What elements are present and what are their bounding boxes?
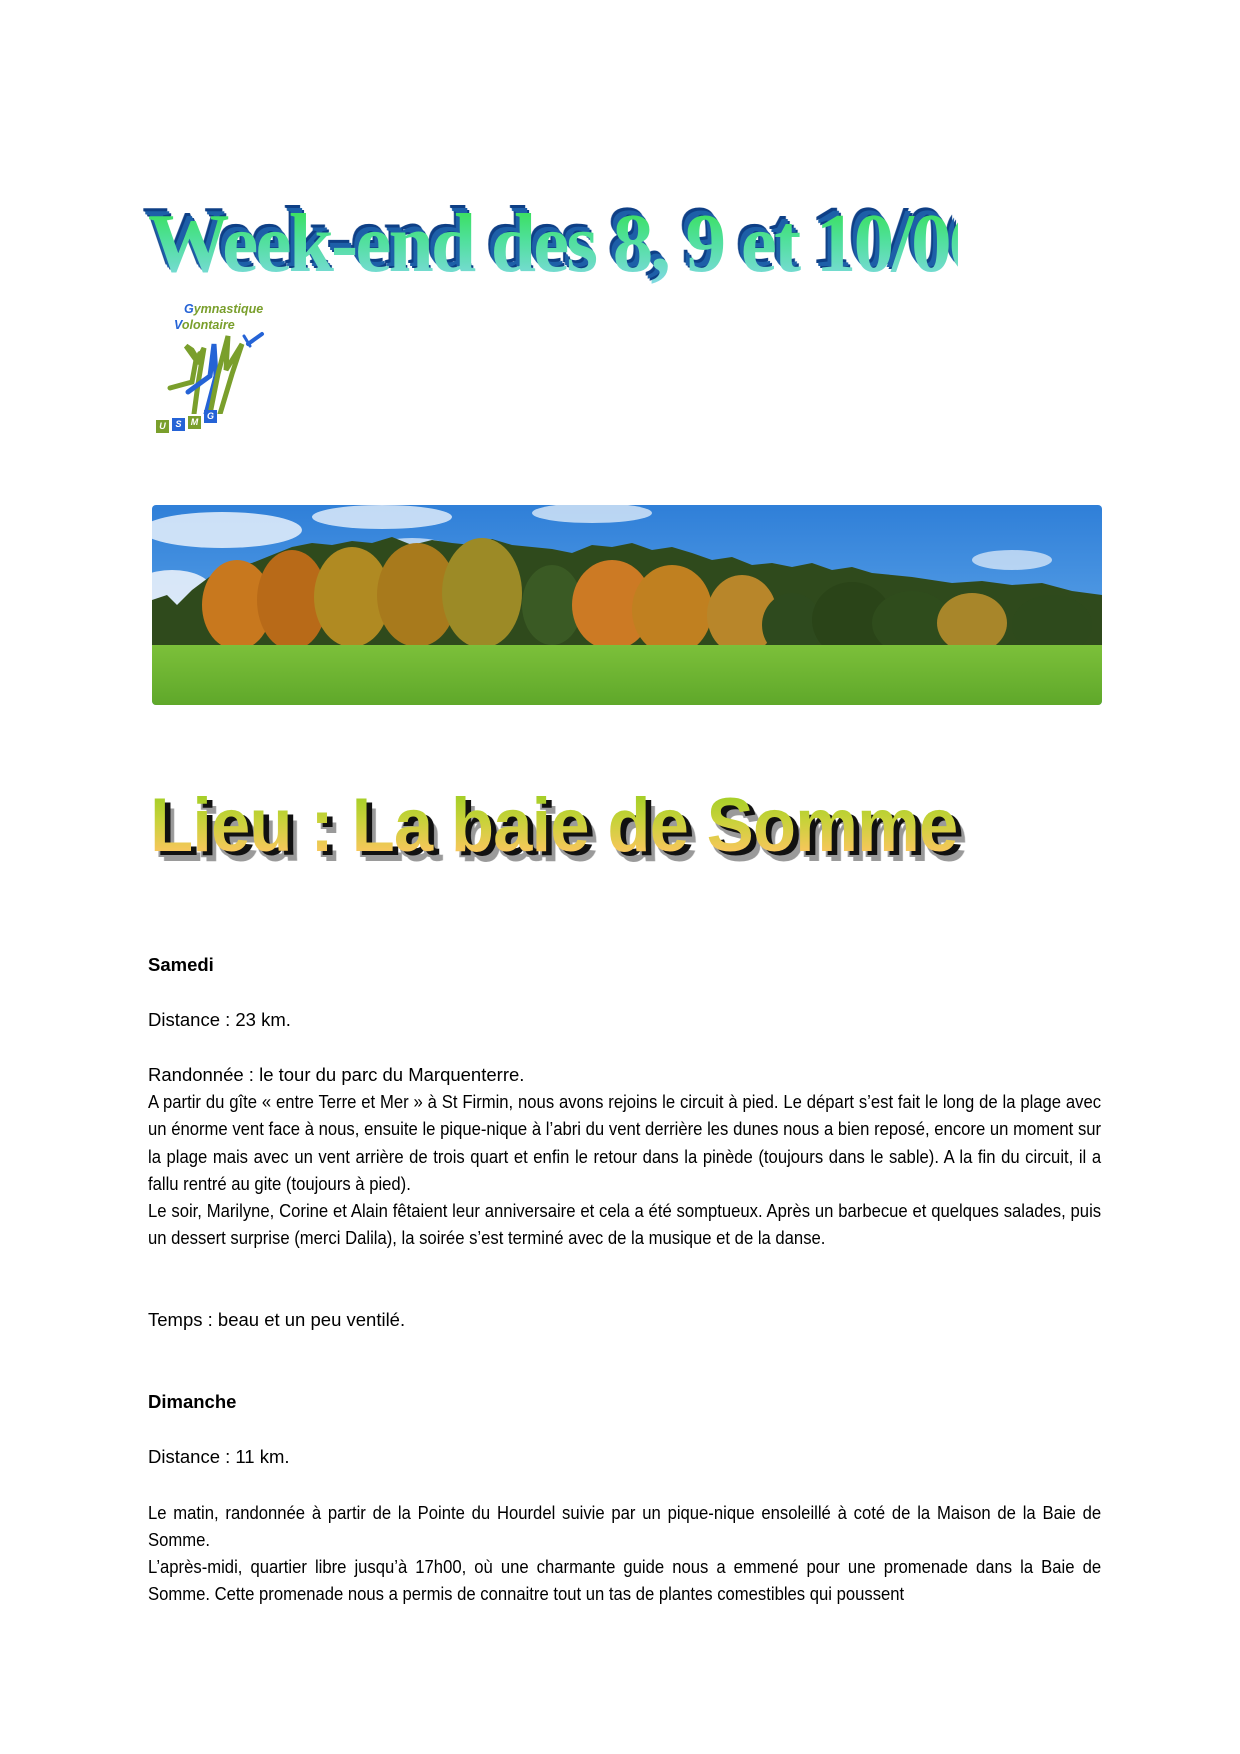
dimanche-paragraph-2 xyxy=(148,1553,1101,1608)
landscape-image xyxy=(152,505,1102,705)
logo-badge: G xyxy=(204,410,217,423)
page-title: Week-end des 8, 9 et 10/06/2019 xyxy=(148,197,1158,290)
dimanche-paragraph-1 xyxy=(148,1499,1101,1554)
logo-badge: U xyxy=(156,420,169,433)
samedi-paragraph-1 xyxy=(148,1088,1101,1197)
logo-line-2: Volontaire xyxy=(174,318,235,332)
samedi-paragraph-2 xyxy=(148,1197,1101,1252)
club-logo xyxy=(152,296,274,436)
section-heading-dimanche: Dimanche xyxy=(148,1391,237,1412)
logo-badge: M xyxy=(188,416,201,429)
samedi-randonnee: Randonnée : le tour du parc du Marquenterre. xyxy=(148,1064,525,1085)
logo-line-1: Gymnastique xyxy=(184,302,264,316)
samedi-paragraph-1-text: A partir du gîte « entre Terre et Mer » à St Firmin, nous avons rejoins le circuit à pied. Le départ s’est fait le long de la plage avec un énorme vent face à nous, ensuite le pique-nique à l’abri du vent derrière les dunes nous a bien reposé, encore un moment sur la plage mais avec un vent arrière de trois quart et enfin le retour dans la pinède (toujours dans le sable). A la fin du circuit, il a fallu rentré au gite (toujours à pied). xyxy=(148,1091,1102,1194)
samedi-distance: Distance : 23 km. xyxy=(148,1009,291,1030)
samedi-paragraph-2-text: Le soir, Marilyne, Corine et Alain fêtaient leur anniversaire et cela a été somptueux. Après un barbecue et quelques salades, puis un dessert surprise (merci Dalila), la soirée s’est terminé avec de la musique et de la danse. xyxy=(148,1200,1102,1249)
samedi-temps: Temps : beau et un peu ventilé. xyxy=(148,1309,406,1330)
dimanche-paragraph-1-text: Le matin, randonnée à partir de la Pointe du Hourdel suivie par un pique-nique ensoleillé à coté de la Maison de la Baie de Somme. xyxy=(148,1502,1102,1551)
section-heading-samedi: Samedi xyxy=(148,954,214,975)
gymnast-figures-icon xyxy=(152,330,274,414)
logo-badge: S xyxy=(172,418,185,431)
logo-line-1-text: ymnastique xyxy=(193,302,264,316)
dimanche-paragraph-2-text: L’après-midi, quartier libre jusqu’à 17h00, où une charmante guide nous a emmené pour une promenade dans la Baie de Somme. Cette promenade nous a permis de connaitre tout un tas de plantes comestibles qui poussent xyxy=(148,1556,1102,1605)
logo-line-2-text: olontaire xyxy=(181,318,235,332)
location-title: Lieu : La baie de Somme xyxy=(150,778,968,874)
dimanche-distance: Distance : 11 km. xyxy=(148,1446,290,1467)
